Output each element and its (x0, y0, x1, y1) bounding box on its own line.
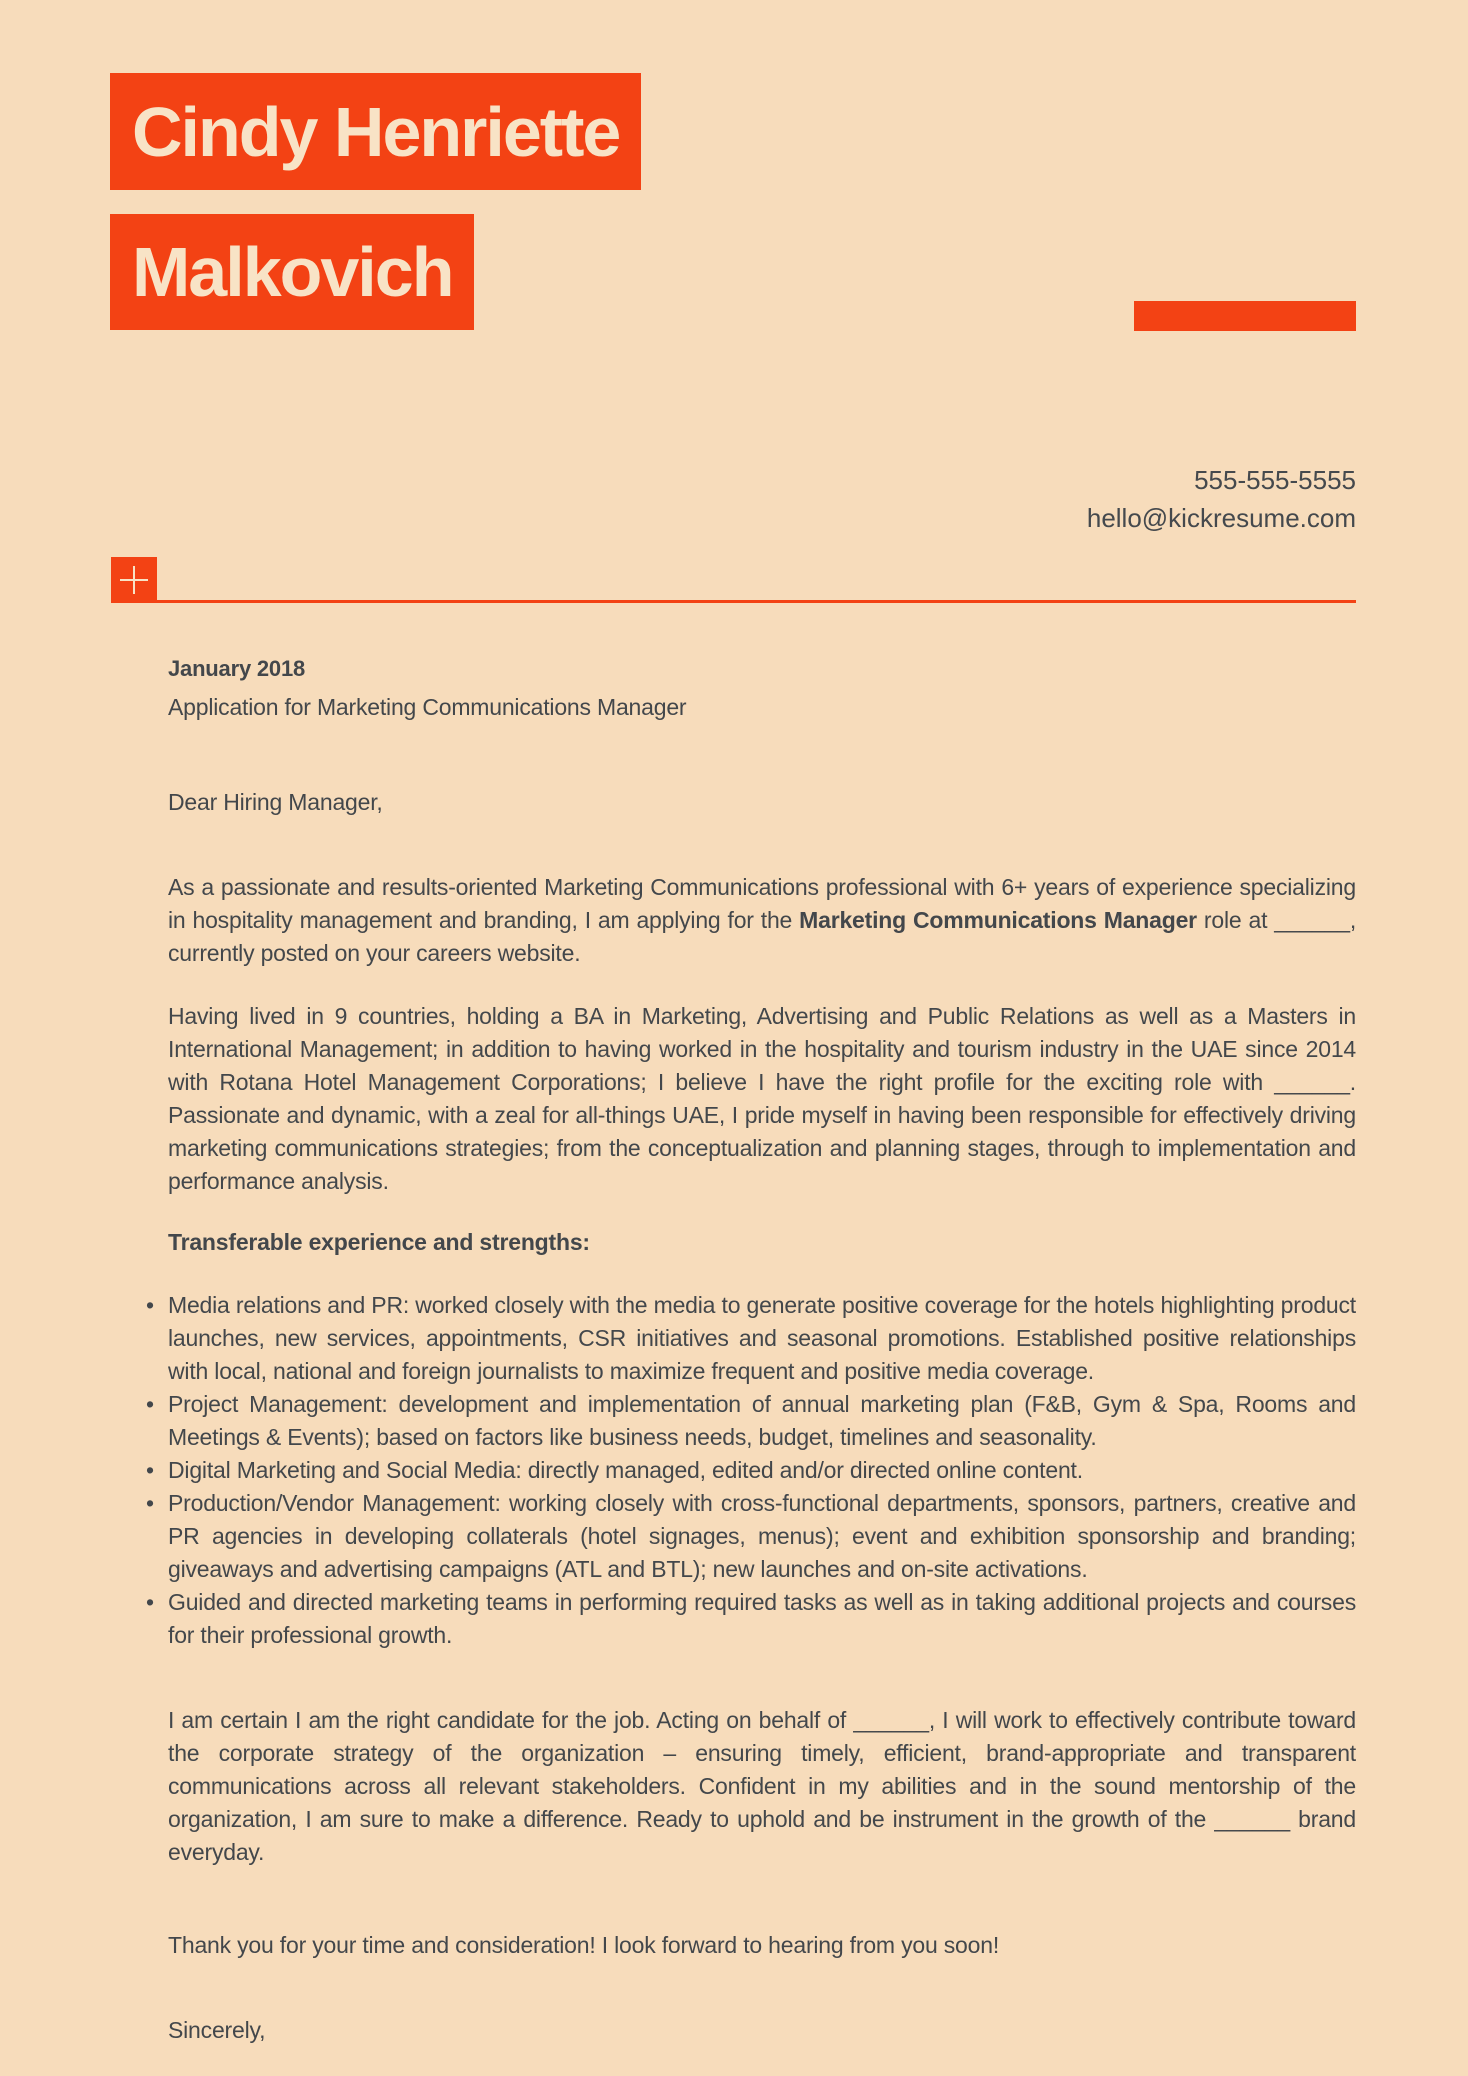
plus-icon-horizontal-bar (120, 579, 148, 581)
strengths-list (146, 1289, 1356, 1652)
email-address: hello@kickresume.com (1086, 503, 1356, 533)
bold-role-title: Marketing Communications Manager (799, 907, 1197, 933)
name-first-line-block (110, 73, 641, 190)
list-item (146, 1289, 1356, 1388)
signoff: Sincerely, (168, 2017, 266, 2043)
list-item-text: Digital Marketing and Social Media: directly managed, edited and/or directed online content. (168, 1457, 1083, 1483)
bullet-icon: • (146, 1589, 154, 1615)
name-second-line: Malkovich (132, 233, 453, 311)
accent-bar (1134, 301, 1356, 331)
letter-body (146, 652, 1357, 2047)
list-item (146, 1586, 1356, 1652)
letter-date: January 2018 (168, 656, 306, 681)
list-item-text: Production/Vendor Management: working closely with cross-functional departments, sponsors, partners, creative and PR agencies in developing collaterals (hotel signages, menus); event and exhibition sponsorship and branding; giveaways and advertising campaigns (ATL and BTL); new launches and on-site activations. (168, 1490, 1356, 1582)
list-item-text: Project Management: development and implementation of annual marketing plan (F&B, Gym & Spa, Rooms and Meetings & Events); based on factors like business needs, budget, timelines and seasonality. (168, 1391, 1356, 1450)
salutation: Dear Hiring Manager, (168, 789, 383, 815)
list-item (146, 1388, 1356, 1454)
contact-info (1087, 461, 1356, 537)
strengths-heading: Transferable experience and strengths: (168, 1229, 590, 1255)
bullet-icon: • (146, 1457, 154, 1483)
list-item-text: Media relations and PR: worked closely with the media to generate positive coverage for the hotels highlighting product launches, new services, appointments, CSR initiatives and seasonal promotions. Established positive relationships with local, national and foreign journalists to maximize frequent and positive media coverage. (168, 1292, 1356, 1384)
bullet-icon: • (146, 1391, 154, 1417)
name-first-line: Cindy Henriette (132, 92, 620, 171)
bullet-icon: • (146, 1292, 154, 1318)
name-second-line-block (110, 214, 474, 330)
list-item (146, 1454, 1356, 1487)
paragraph-intro (168, 871, 1356, 970)
list-item-text: Guided and directed marketing teams in performing required tasks as well as in taking additional projects and courses for their professional growth. (168, 1589, 1356, 1648)
paragraph-intro-start: As a passionate and results-oriented Marketing Communications professional with 6+ years of experience specializing in hospitality management and branding, I am applying for the (168, 874, 1356, 933)
phone-number: 555-555-5555 (1194, 465, 1356, 495)
paragraph-closing: I am certain I am the right candidate for the job. Acting on behalf of ______, I will work to effectively contribute toward the corporate strategy of the organization – ensuring timely, efficient, brand-appropriate and transparent communications across all relevant stakeholders. Confident in my abilities and in the sound mentorship of the organization, I am sure to make a difference. Ready to uphold and be instrument in the growth of the ______ brand everyday. (168, 1707, 1356, 1865)
letter-subject: Application for Marketing Communications Manager (168, 694, 687, 720)
paragraph-intro-end: role at ______, currently posted on your careers website. (168, 907, 1357, 966)
bullet-icon: • (146, 1490, 154, 1516)
divider-line (157, 600, 1356, 603)
thank-you-line: Thank you for your time and consideration! I look forward to hearing from you soon! (168, 1932, 1000, 1958)
paragraph-background: Having lived in 9 countries, holding a BA in Marketing, Advertising and Public Relations as well as a Masters in International Management; in addition to having worked in the hospitality and tourism industry in the UAE since 2014 with Rotana Hotel Management Corporations; I believe I have the right profile for the exciting role with ______. Passionate and dynamic, with a zeal for all-things UAE, I pride myself in having been responsible for effectively driving marketing communications strategies; from the conceptualization and planning stages, through to implementation and performance analysis. (168, 1003, 1356, 1194)
list-item (146, 1487, 1356, 1586)
plus-icon (111, 557, 157, 603)
